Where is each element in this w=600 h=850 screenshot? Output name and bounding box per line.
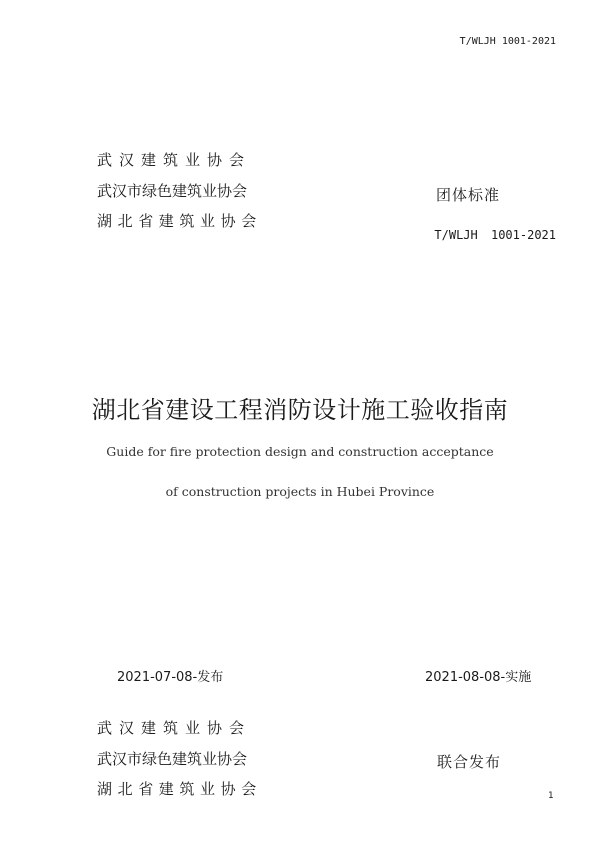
joint-publication-label: 联合发布 xyxy=(437,753,502,771)
document-title-en-line1: Guide for fire protection design and construction acceptance xyxy=(106,444,494,459)
footer-issuer-hubei-construction: 湖北省建筑业协会 xyxy=(97,780,262,798)
standard-type: 团体标准 xyxy=(436,186,501,204)
footer-issuer-wuhan-green-construction: 武汉市绿色建筑业协会 xyxy=(97,750,248,768)
footer-issuer-wuhan-construction: 武汉建筑业协会 xyxy=(97,719,252,737)
issuer-wuhan-construction: 武汉建筑业协会 xyxy=(97,151,252,169)
issuer-wuhan-green-construction: 武汉市绿色建筑业协会 xyxy=(97,182,248,200)
page-number: 1 xyxy=(548,791,554,801)
effective-date: 2021-08-08-实施 xyxy=(425,670,532,685)
document-title-en-line2: of construction projects in Hubei Province xyxy=(165,484,435,499)
header-standard-code: T/WLJH 1001-2021 xyxy=(459,36,556,47)
issuer-hubei-construction: 湖北省建筑业协会 xyxy=(97,212,262,230)
document-title-zh: 湖北省建设工程消防设计施工验收指南 xyxy=(91,396,509,424)
publish-date: 2021-07-08-发布 xyxy=(117,670,224,685)
standard-code: T/WLJH 1001-2021 xyxy=(434,228,556,242)
